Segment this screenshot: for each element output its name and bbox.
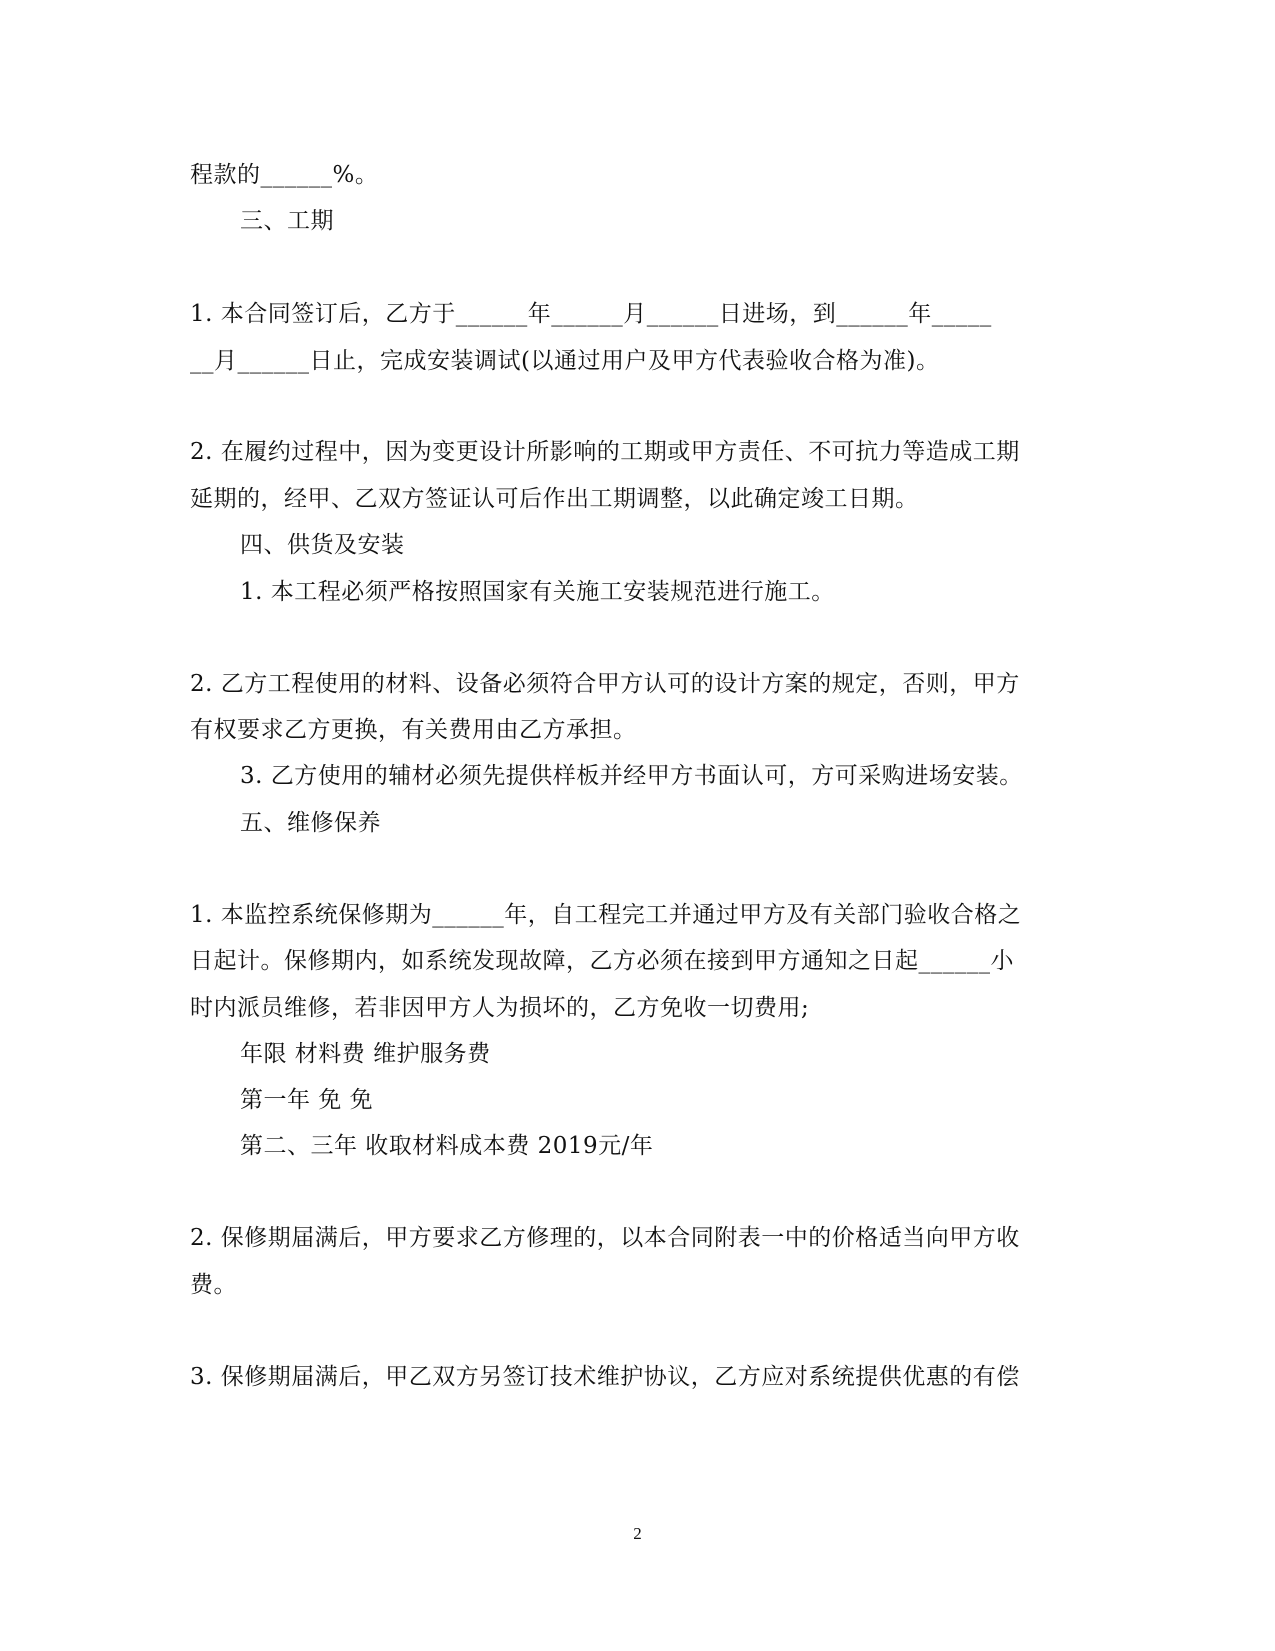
text-line: 2. 保修期届满后，甲方要求乙方修理的，以本合同附表一中的价格适当向甲方收 (190, 1225, 1020, 1251)
text-line: 1. 本合同签订后，乙方于______年______月______日进场，到______年_____ (190, 301, 992, 327)
section-heading: 三、工期 (240, 208, 334, 234)
section-heading: 五、维修保养 (240, 810, 381, 836)
text-line: 第一年 免 免 (240, 1087, 374, 1113)
text-line: 3. 保修期届满后，甲乙双方另签订技术维护协议，乙方应对系统提供优惠的有偿 (190, 1364, 1020, 1390)
text-line: 时内派员维修，若非因甲方人为损坏的，乙方免收一切费用; (190, 995, 810, 1021)
text-line: 延期的，经甲、乙双方签证认可后作出工期调整，以此确定竣工日期。 (190, 486, 919, 512)
text-line: __月______日止，完成安装调试(以通过用户及甲方代表验收合格为准)。 (190, 348, 940, 374)
text-line: 日起计。保修期内，如系统发现故障，乙方必须在接到甲方通知之日起______小 (190, 948, 1014, 974)
text-line: 2. 在履约过程中，因为变更设计所影响的工期或甲方责任、不可抗力等造成工期 (190, 439, 1020, 465)
text-line: 程款的______%。 (190, 162, 379, 188)
text-line: 3. 乙方使用的辅材必须先提供样板并经甲方书面认可，方可采购进场安装。 (240, 763, 1023, 789)
section-heading: 四、供货及安装 (240, 532, 405, 558)
text-line: 有权要求乙方更换，有关费用由乙方承担。 (190, 717, 637, 743)
text-line: 1. 本监控系统保修期为______年，自工程完工并通过甲方及有关部门验收合格之 (190, 902, 1022, 928)
text-line: 2. 乙方工程使用的材料、设备必须符合甲方认可的设计方案的规定，否则，甲方 (190, 671, 1020, 697)
text-line: 费。 (190, 1272, 237, 1298)
page-number: 2 (633, 1524, 642, 1543)
text-line: 第二、三年 收取材料成本费 2019元/年 (240, 1133, 654, 1159)
text-line: 1. 本工程必须严格按照国家有关施工安装规范进行施工。 (240, 579, 835, 605)
text-line: 年限 材料费 维护服务费 (240, 1041, 491, 1067)
